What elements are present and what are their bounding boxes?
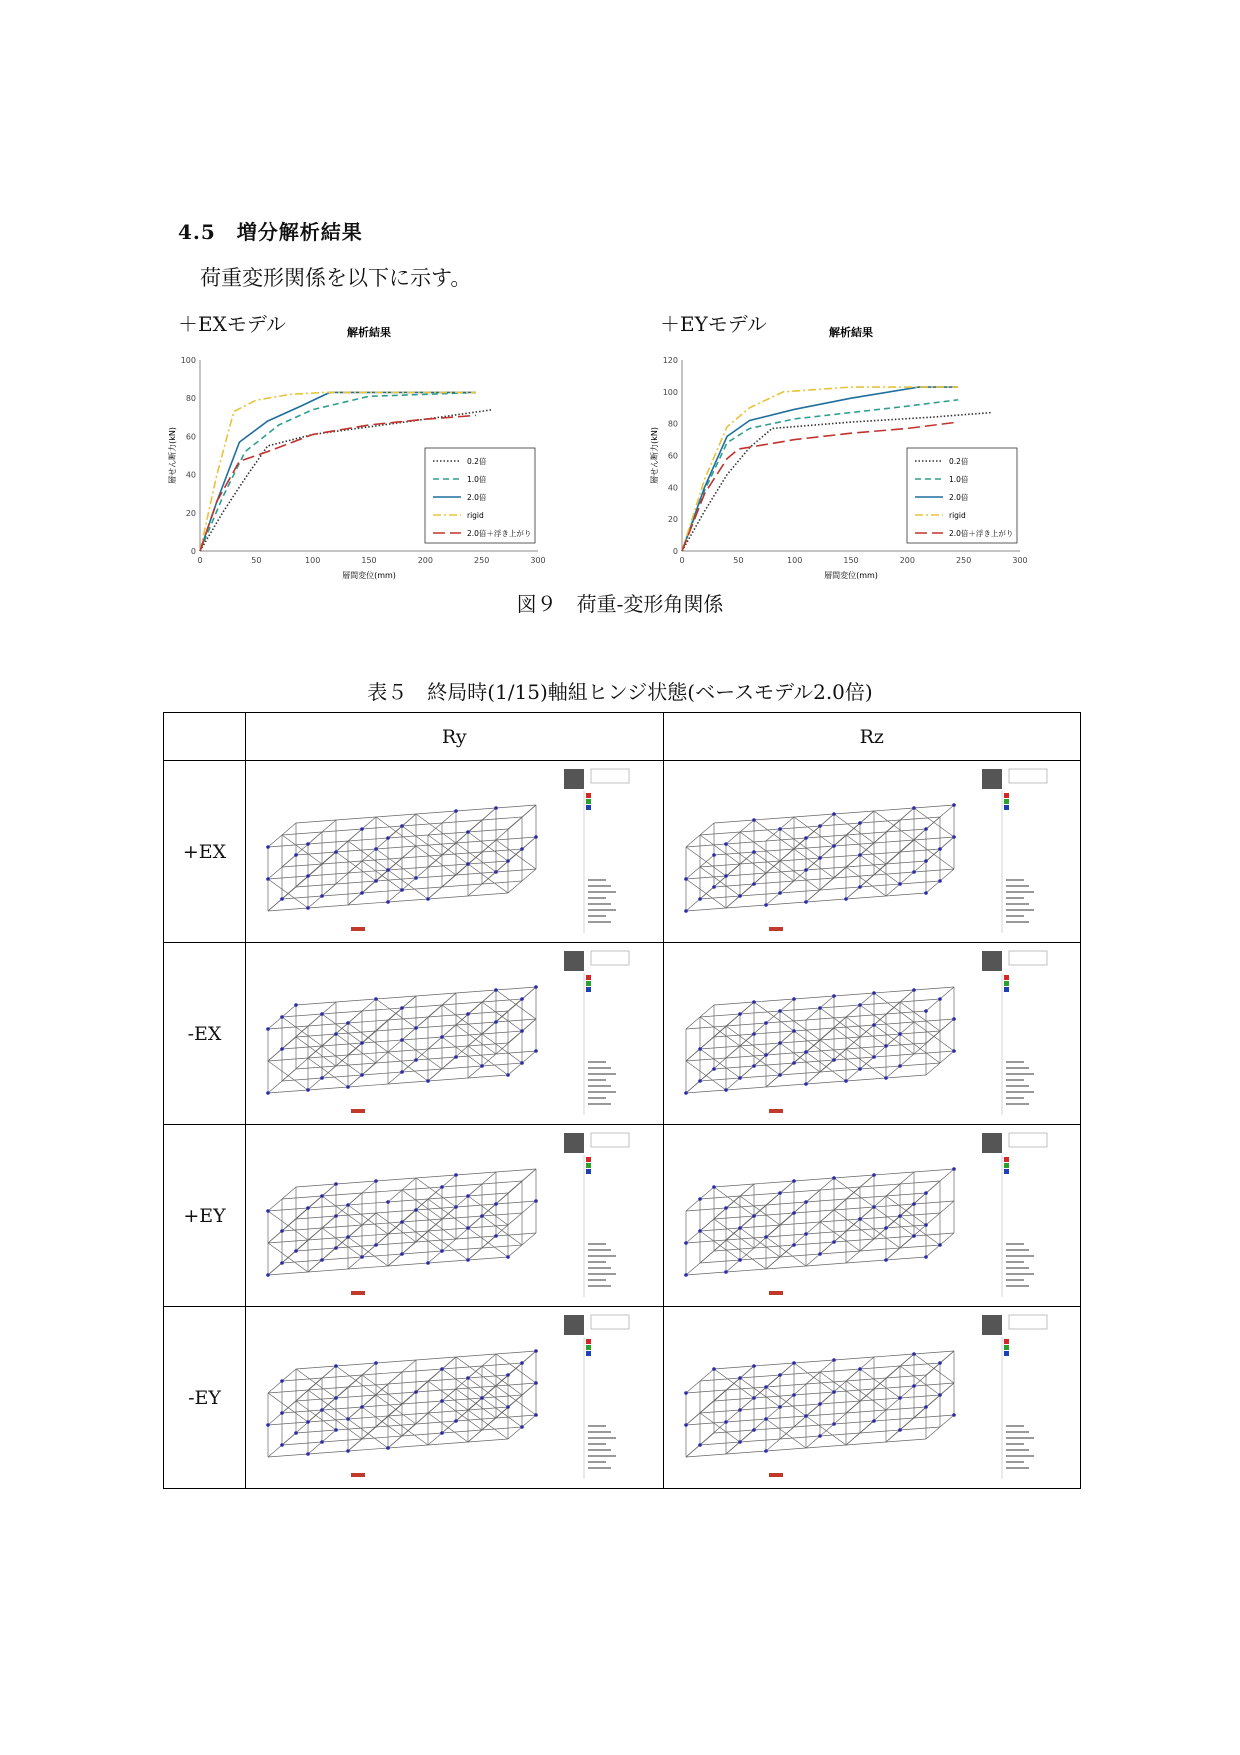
program-legend-panel [982,1133,1047,1297]
y-tick-label: 120 [662,356,678,365]
legend-label: 1.0倍 [467,475,487,484]
legend-label: rigid [467,511,484,520]
axis-marker [351,1473,365,1477]
col-header-rz: Rz [663,713,1081,761]
load-deformation-chart-ex [168,308,658,583]
frame-image-cell [246,761,664,943]
legend-label: 2.0倍＋浮き上がり [467,529,532,538]
hinge-markers [266,985,538,1095]
model-label-ey: ＋EYモデル [660,312,767,336]
chart-title: 解析結果 [829,326,873,339]
y-axis-label: 層せん断力(kN) [168,427,177,484]
frame-image-cell [663,1125,1081,1307]
chart-panel-ey [650,308,1140,583]
x-tick-label: 300 [1012,556,1028,565]
axis-marker [769,927,783,931]
frame-image-cell [663,761,1081,943]
x-tick-label: 150 [361,556,377,565]
y-tick-label: 0 [672,547,678,556]
legend-label: 2.0倍＋浮き上がり [949,529,1014,538]
table-header-row [164,713,1081,761]
row-label: +EY [164,1125,246,1307]
program-legend-panel [982,1315,1047,1479]
axis-marker [351,1291,365,1295]
y-axis-label: 層せん断力(kN) [650,427,659,484]
x-tick-label: 150 [843,556,859,565]
row-label: -EY [164,1307,246,1489]
figure-caption: 図９ 荷重-変形角関係 [516,592,724,616]
table-row [164,1125,1081,1307]
axis-marker [769,1109,783,1113]
intro-text: 荷重変形関係を以下に示す。 [200,266,472,290]
y-tick-label: 60 [185,432,196,442]
y-tick-label: 40 [667,483,678,493]
frame-image-cell [663,1307,1081,1489]
axis-marker [351,927,365,931]
row-label: +EX [164,761,246,943]
load-deformation-chart-ey [650,308,1140,583]
program-legend-panel [564,1315,629,1479]
frame-hinge-diagram [664,943,1079,1124]
y-tick-label: 20 [667,515,678,525]
wireframe-structure [686,987,954,1093]
hinge-markers [684,1352,956,1453]
x-tick-label: 0 [679,556,685,565]
y-tick-label: 80 [667,419,678,429]
program-legend-panel [982,951,1047,1115]
program-legend-panel [982,769,1047,933]
legend-label: rigid [949,511,966,520]
y-tick-label: 80 [185,394,196,404]
y-tick-label: 40 [185,470,196,480]
wireframe-structure [268,1351,536,1457]
legend-label: 2.0倍 [949,493,969,502]
chart-panel-ex [168,308,658,583]
legend-label: 2.0倍 [467,493,487,502]
frame-hinge-diagram [664,761,1079,942]
x-tick-label: 300 [530,556,546,565]
x-tick-label: 100 [787,556,803,565]
table-caption: 表５ 終局時(1/15)軸組ヒンジ状態(ベースモデル2.0倍) [367,680,873,704]
wireframe-structure [686,1169,954,1275]
table-row [164,1307,1081,1489]
hinge-markers [684,803,956,913]
frame-image-cell [246,943,664,1125]
table-row [164,943,1081,1125]
chart-title: 解析結果 [347,326,391,339]
y-tick-label: 0 [190,547,196,556]
wireframe-structure [268,805,536,911]
frame-image-cell [663,943,1081,1125]
row-label: -EX [164,943,246,1125]
program-legend-panel [564,951,629,1115]
y-tick-label: 60 [667,451,678,461]
x-tick-label: 200 [899,556,915,565]
frame-hinge-diagram [664,1307,1079,1488]
x-tick-label: 100 [305,556,321,565]
axis-marker [769,1291,783,1295]
x-tick-label: 250 [956,556,972,565]
x-axis-label: 層間変位(mm) [824,571,878,580]
col-header-ry: Ry [246,713,664,761]
x-tick-label: 50 [733,556,744,565]
frame-image-cell [246,1307,664,1489]
program-legend-panel [564,769,629,933]
table-row [164,761,1081,943]
frame-hinge-diagram [246,1307,661,1488]
axis-marker [769,1473,783,1477]
model-label-ex: ＋EXモデル [178,312,286,336]
x-tick-label: 50 [251,556,262,565]
x-tick-label: 0 [197,556,203,565]
x-axis-label: 層間変位(mm) [342,571,396,580]
x-tick-label: 250 [474,556,490,565]
frame-image-cell [246,1125,664,1307]
frame-hinge-diagram [664,1125,1079,1306]
table-corner-cell [164,713,246,761]
frame-hinge-diagram [246,1125,661,1306]
frame-hinge-diagram [246,943,661,1124]
frame-hinge-diagram [246,761,661,942]
program-legend-panel [564,1133,629,1297]
y-tick-label: 100 [180,356,196,365]
x-tick-label: 200 [417,556,433,565]
legend-label: 1.0倍 [949,475,969,484]
y-tick-label: 20 [185,508,196,518]
hinge-state-table [163,712,1081,1489]
legend-label: 0.2倍 [949,457,969,466]
y-tick-label: 100 [662,387,678,397]
legend-label: 0.2倍 [467,457,487,466]
axis-marker [351,1109,365,1113]
section-heading: 4.5 増分解析結果 [178,220,363,244]
